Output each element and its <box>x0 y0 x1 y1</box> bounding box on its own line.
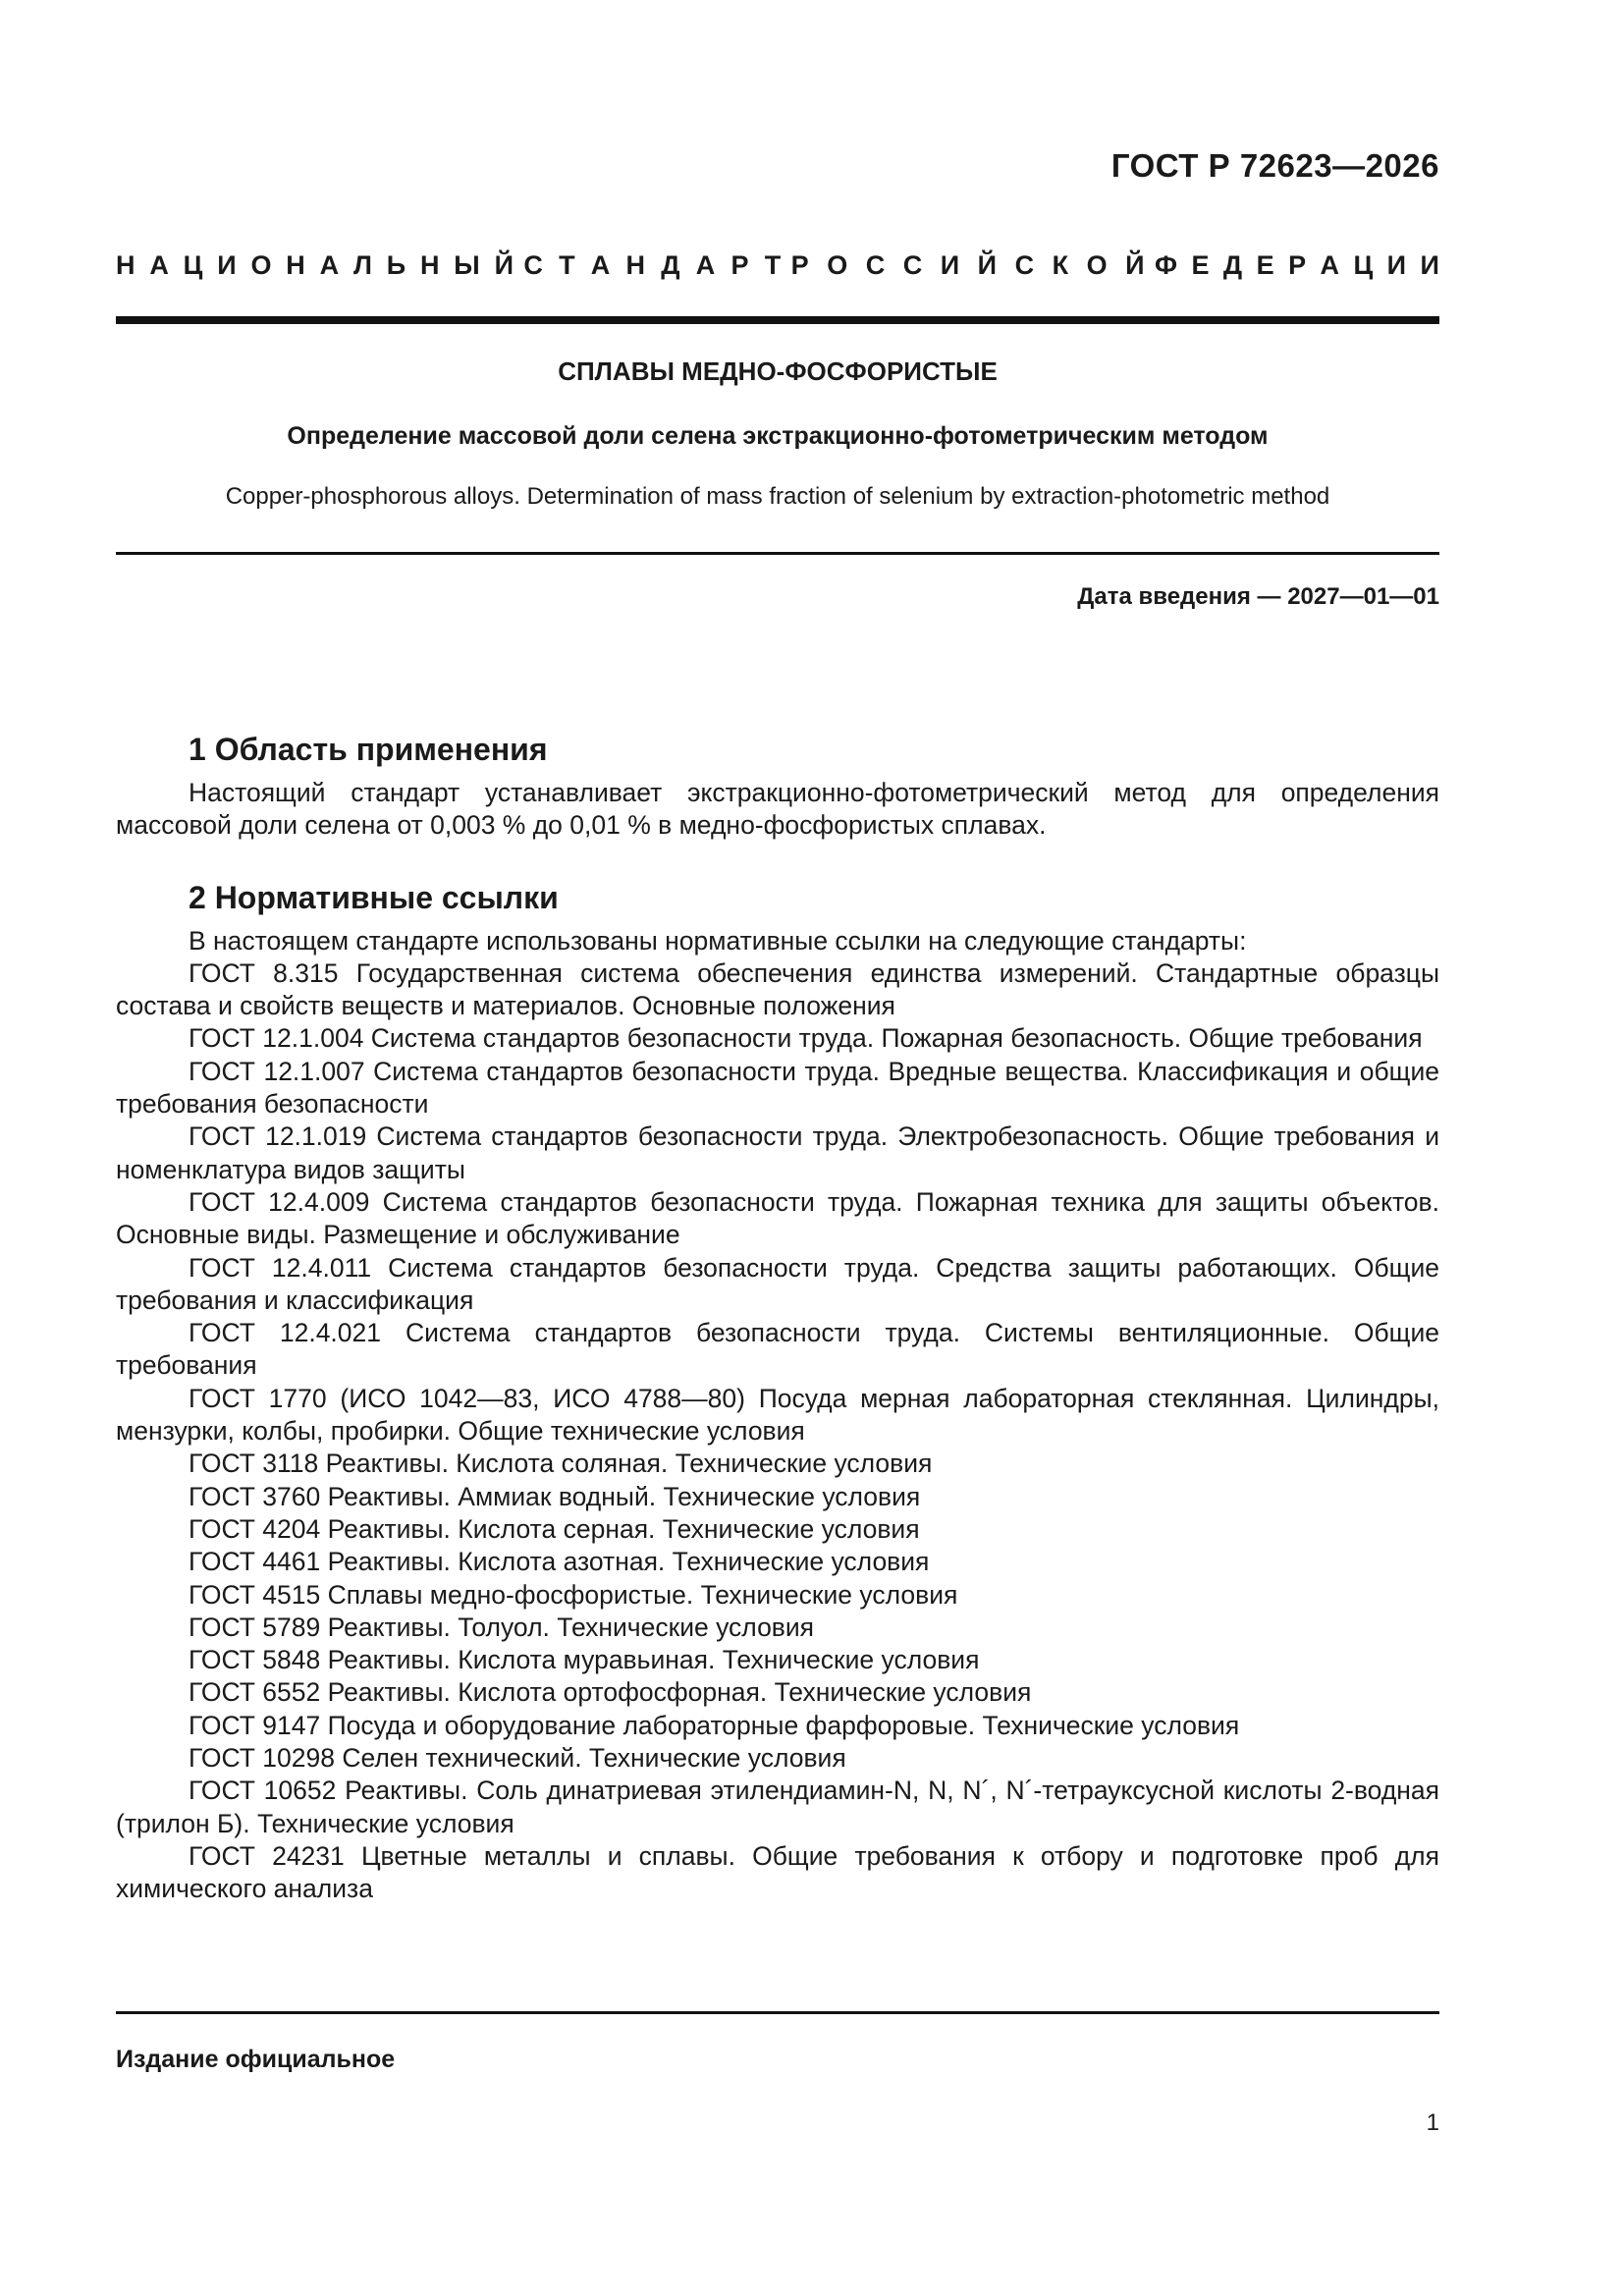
reference-item: ГОСТ 5789 Реактивы. Толуол. Технические условия <box>189 1612 815 1642</box>
banner-word: С Т А Н Д А Р Т <box>523 250 782 280</box>
section-heading: 2 Нормативные ссылки <box>189 879 559 915</box>
paragraph: Настоящий стандарт устанавливает экстракционно-фотометрический метод для определения массовой доли селена от 0,003 % до 0,01 % в медно-фосфористых сплавах. <box>116 778 1439 841</box>
reference-item: ГОСТ 12.1.019 Система стандартов безопасности труда. Электробезопасность. Общие требования и номенклатура видов защиты <box>116 1121 1439 1184</box>
standard-subtitle: Определение массовой доли селена экстракционно-фотометрическим методом <box>287 422 1269 450</box>
reference-item: ГОСТ 4515 Сплавы медно-фосфористые. Технические условия <box>189 1579 958 1610</box>
banner-word: Ф Е Д Е Р А Ц И И <box>1154 250 1439 280</box>
footer-divider <box>116 2011 1439 2014</box>
reference-item: ГОСТ 12.4.011 Система стандартов безопасности труда. Средства защиты работающих. Общие требования и классификация <box>116 1252 1439 1315</box>
reference-item: ГОСТ 10298 Селен технический. Технические условия <box>189 1743 846 1774</box>
document-id: ГОСТ Р 72623—2026 <box>1110 147 1439 184</box>
introduction-date: Дата введения — 2027—01—01 <box>1077 583 1439 610</box>
reference-item: ГОСТ 12.4.021 Система стандартов безопасности труда. Системы вентиляционные. Общие требования <box>116 1318 1439 1381</box>
title-divider <box>116 552 1439 555</box>
reference-item: ГОСТ 6552 Реактивы. Кислота ортофосфорная. Технические условия <box>189 1677 1032 1708</box>
reference-item: ГОСТ 4204 Реактивы. Кислота серная. Технические условия <box>189 1513 920 1544</box>
reference-item: ГОСТ 8.315 Государственная система обеспечения единства измерений. Стандартные образцы состава и свойств веществ и материалов. Основные положения <box>116 957 1439 1021</box>
reference-item: ГОСТ 1770 (ИСО 1042—83, ИСО 4788—80) Посуда мерная лабораторная стеклянная. Цилиндры, мензурки, колбы, пробирки. Общие технические условия <box>116 1383 1439 1447</box>
reference-item: ГОСТ 3760 Реактивы. Аммиак водный. Технические условия <box>189 1481 921 1511</box>
normative-references-list <box>116 957 1439 1906</box>
reference-item: ГОСТ 5848 Реактивы. Кислота муравьиная. Технические условия <box>189 1645 980 1675</box>
reference-item: ГОСТ 12.1.007 Система стандартов безопасности труда. Вредные вещества. Классификация и общие требования безопасности <box>116 1056 1439 1120</box>
banner-word: Н А Ц И О Н А Л Ь Н Ы Й <box>116 250 514 280</box>
reference-item: ГОСТ 10652 Реактивы. Соль динатриевая этилендиамин-N, N, N´, N´-тетрауксусной кислоты 2-водная (трилон Б). Технические условия <box>116 1776 1439 1838</box>
section-heading: 1 Область применения <box>189 732 548 767</box>
banner-word: Р О С С И Й С К О Й <box>790 250 1145 280</box>
reference-item: ГОСТ 12.4.009 Система стандартов безопасности труда. Пожарная техника для защиты объектов. Основные виды. Размещение и обслуживание <box>116 1186 1439 1250</box>
document-body <box>116 722 1439 1906</box>
reference-item: ГОСТ 12.1.004 Система стандартов безопасности труда. Пожарная безопасность. Общие требования <box>189 1023 1423 1054</box>
official-edition-label: Издание официальное <box>116 2046 396 2073</box>
header-divider <box>116 316 1439 324</box>
reference-item: ГОСТ 24231 Цветные металлы и сплавы. Общие требования к отбору и подготовке проб для химического анализа <box>116 1840 1439 1904</box>
reference-item: ГОСТ 3118 Реактивы. Кислота соляная. Технические условия <box>189 1449 933 1479</box>
page-number: 1 <box>1426 2109 1439 2136</box>
reference-item: ГОСТ 9147 Посуда и оборудование лабораторные фарфоровые. Технические условия <box>189 1710 1240 1740</box>
english-title: Copper-phosphorous alloys. Determination of mass fraction of selenium by extraction-photometric method <box>225 483 1330 510</box>
paragraph: В настоящем стандарте использованы нормативные ссылки на следующие стандарты: <box>189 925 1247 956</box>
reference-item: ГОСТ 4461 Реактивы. Кислота азотная. Технические условия <box>189 1547 930 1577</box>
national-standard-banner <box>116 250 1439 281</box>
standard-title: СПЛАВЫ МЕДНО-ФОСФОРИСТЫЕ <box>558 356 998 386</box>
